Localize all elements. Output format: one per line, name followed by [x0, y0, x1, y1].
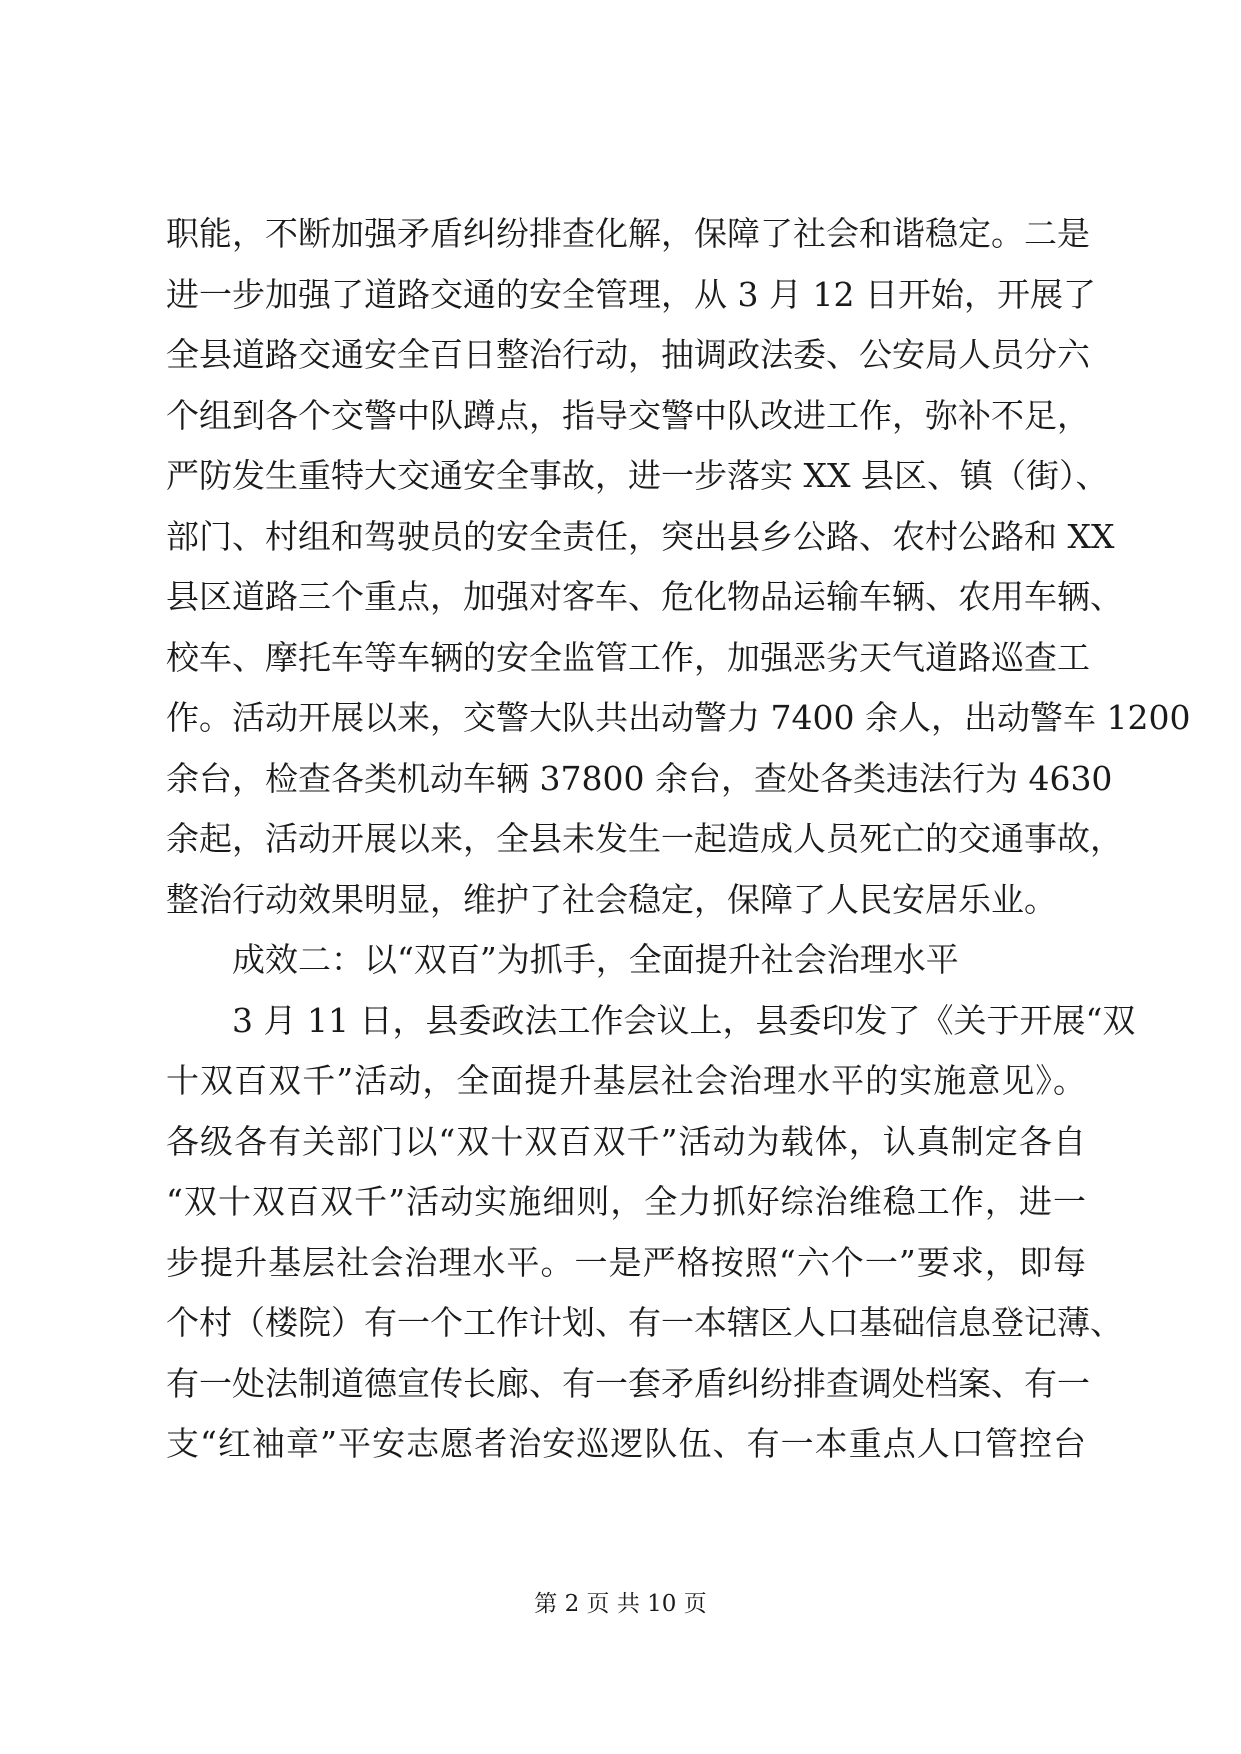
paragraph-line: 有一处法制道德宣传长廊、有一套矛盾纠纷排查调处档案、有一 — [166, 1363, 1090, 1403]
section-heading: 成效二：以“双百”为抓手，全面提升社会治理水平 — [232, 940, 959, 979]
paragraph-line: 进一步加强了道路交通的安全管理，从 3 月 12 日开始，开展了 — [166, 274, 1096, 314]
paragraph-line: 各级各有关部门以“双十双百双千”活动为载体，认真制定各自 — [166, 1121, 1086, 1161]
paragraph-line: 作。活动开展以来，交警大队共出动警力 7400 余人，出动警车 1200 — [166, 698, 1191, 737]
paragraph-line: 部门、村组和驾驶员的安全责任，突出县乡公路、农村公路和 XX — [166, 516, 1115, 556]
paragraph-line: 余起，活动开展以来，全县未发生一起造成人员死亡的交通事故， — [166, 819, 1123, 858]
paragraph-line: 校车、摩托车等车辆的安全监管工作，加强恶劣天气道路巡查工 — [166, 637, 1090, 677]
paragraph-line: 职能，不断加强矛盾纠纷排查化解，保障了社会和谐稳定。二是 — [166, 214, 1090, 253]
paragraph-line: “双十双百双千”活动实施细则，全力抓好综治维稳工作，进一 — [166, 1182, 1086, 1221]
page-number-footer: 第 2 页 共 10 页 — [534, 1591, 707, 1617]
paragraph-line: 余台，检查各类机动车辆 37800 余台，查处各类违法行为 4630 — [166, 758, 1113, 798]
paragraph-line: 整治行动效果明显，维护了社会稳定，保障了人民安居乐业。 — [166, 879, 1057, 919]
document-body — [166, 204, 1191, 1475]
paragraph-line: 个村（楼院）有一个工作计划、有一本辖区人口基础信息登记薄、 — [166, 1303, 1123, 1342]
paragraph-line: 十双百双千”活动，全面提升基层社会治理水平的实施意见》。 — [166, 1061, 1086, 1100]
paragraph-line: 全县道路交通安全百日整治行动，抽调政法委、公安局人员分六 — [166, 335, 1090, 374]
paragraph-line: 3 月 11 日，县委政法工作会议上，县委印发了《关于开展“双 — [232, 1000, 1136, 1040]
paragraph-line: 步提升基层社会治理水平。一是严格按照“六个一”要求，即每 — [166, 1242, 1086, 1282]
paragraph-line: 支“红袖章”平安志愿者治安巡逻队伍、有一本重点人口管控台 — [166, 1424, 1086, 1463]
paragraph-line: 县区道路三个重点，加强对客车、危化物品运输车辆、农用车辆、 — [166, 577, 1123, 616]
paragraph-line: 严防发生重特大交通安全事故，进一步落实 XX 县区、镇（街）、 — [166, 456, 1109, 495]
paragraph-line: 个组到各个交警中队蹲点，指导交警中队改进工作，弥补不足， — [166, 395, 1090, 435]
